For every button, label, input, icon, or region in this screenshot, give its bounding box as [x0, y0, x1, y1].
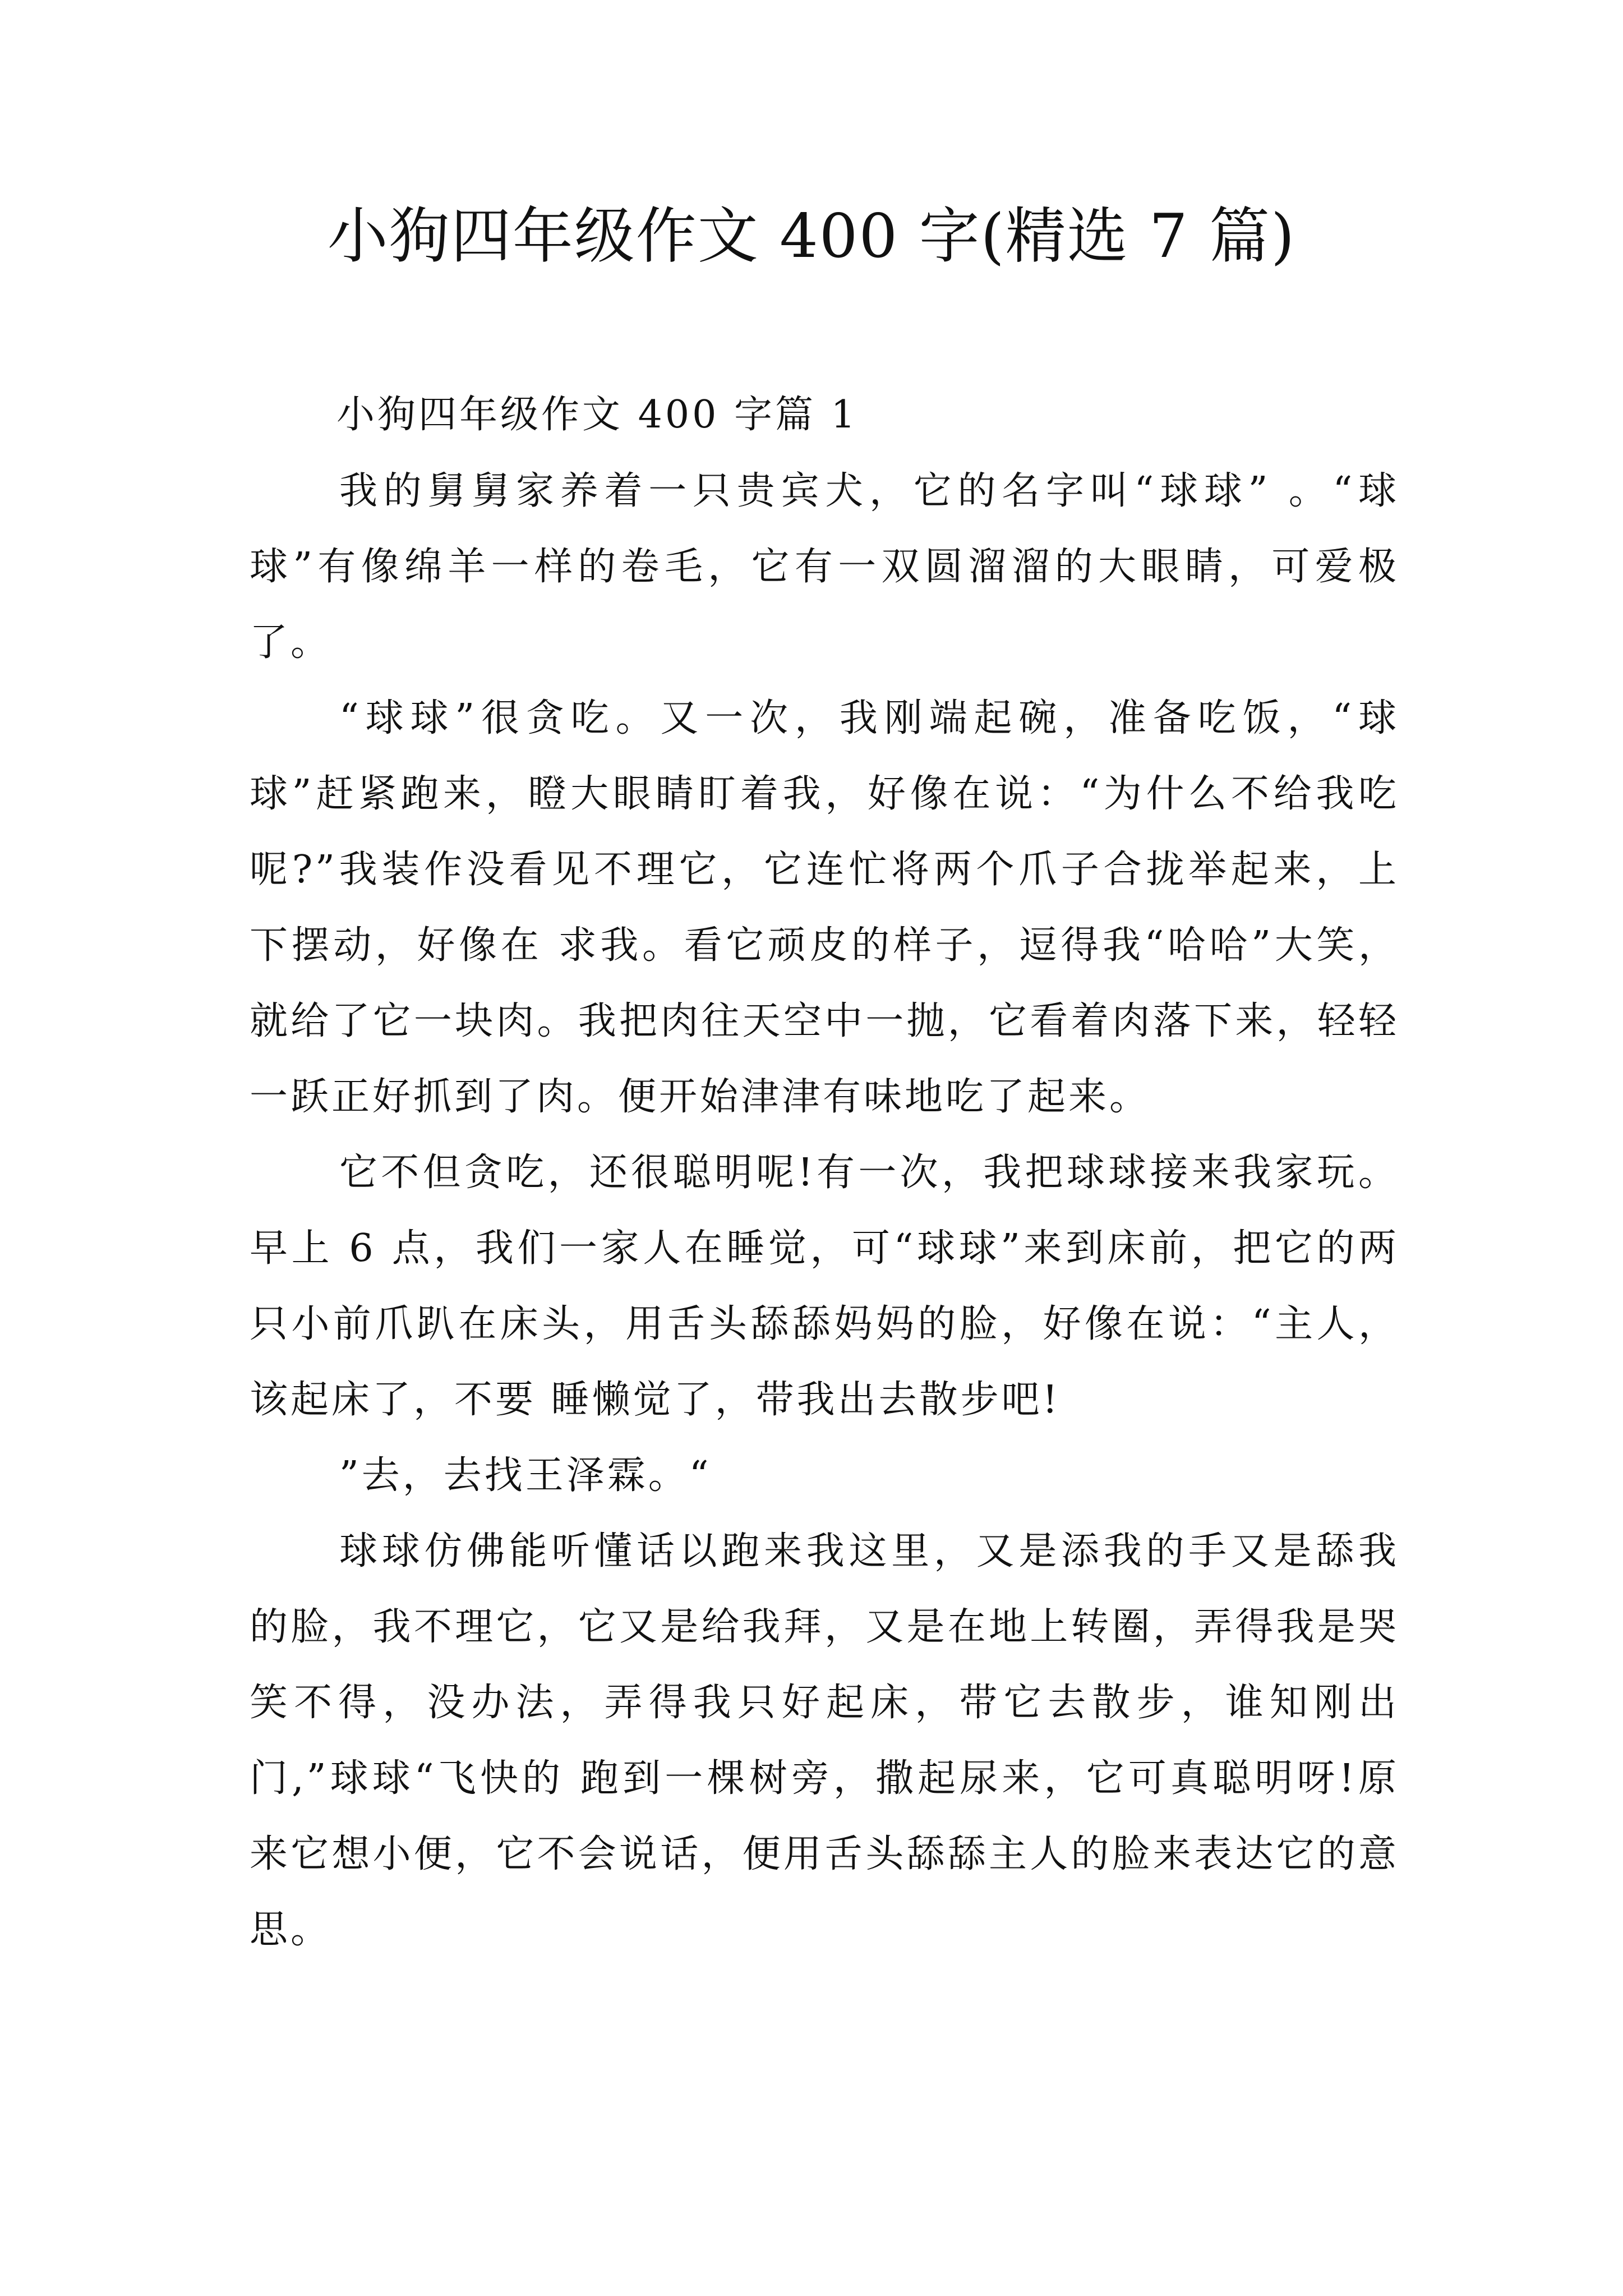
- essay-body: [250, 453, 1399, 1968]
- document-title: 小狗四年级作文 400 字(精选 7 篇): [327, 201, 1296, 272]
- paragraph: 它不但贪吃，还很聪明呢!有一次，我把球球接来我家玩。早上 6 点，我们一家人在睡觉，可“球球”来到床前，把它的两只小前爪趴在床头，用舌头舔舔妈妈的脸，好像在说：“主人，该起床了，不要 睡懒觉了，带我出去散步吧!: [250, 1151, 1399, 1422]
- paragraph: 我的舅舅家养着一只贵宾犬，它的名字叫“球球” 。“球球”有像绵羊一样的卷毛，它有一双圆溜溜的大眼睛，可爱极了。: [250, 469, 1399, 665]
- paragraph: 球球仿佛能听懂话以跑来我这里，又是添我的手又是舔我的脸，我不理它，它又是给我拜，又是在地上转圈，弄得我是哭笑不得，没办法，弄得我只好起床，带它去散步，谁知刚出门,”球球“飞快的 跑到一棵树旁，撒起尿来，它可真聪明呀!原来它想小便，它不会说话，便用舌头舔舔主人的脸来表达它的意思。: [250, 1529, 1399, 1952]
- paragraph: ”去，去找王泽霖。“: [339, 1453, 712, 1498]
- section-heading: 小狗四年级作文 400 字篇 1: [336, 393, 858, 437]
- paragraph: “球球”很贪吃。又一次，我刚端起碗，准备吃饭，“球球”赶紧跑来，瞪大眼睛盯着我，好像在说：“为什么不给我吃呢?”我装作没看见不理它，它连忙将两个爪子合拢举起来，上下摆动，好像在 求我。看它顽皮的样子，逗得我“哈哈”大笑，就给了它一块肉。我把肉往天空中一抛，它看着肉落下来，轻轻一跃正好抓到了肉。便开始津津有味地吃了起来。: [250, 696, 1399, 1119]
